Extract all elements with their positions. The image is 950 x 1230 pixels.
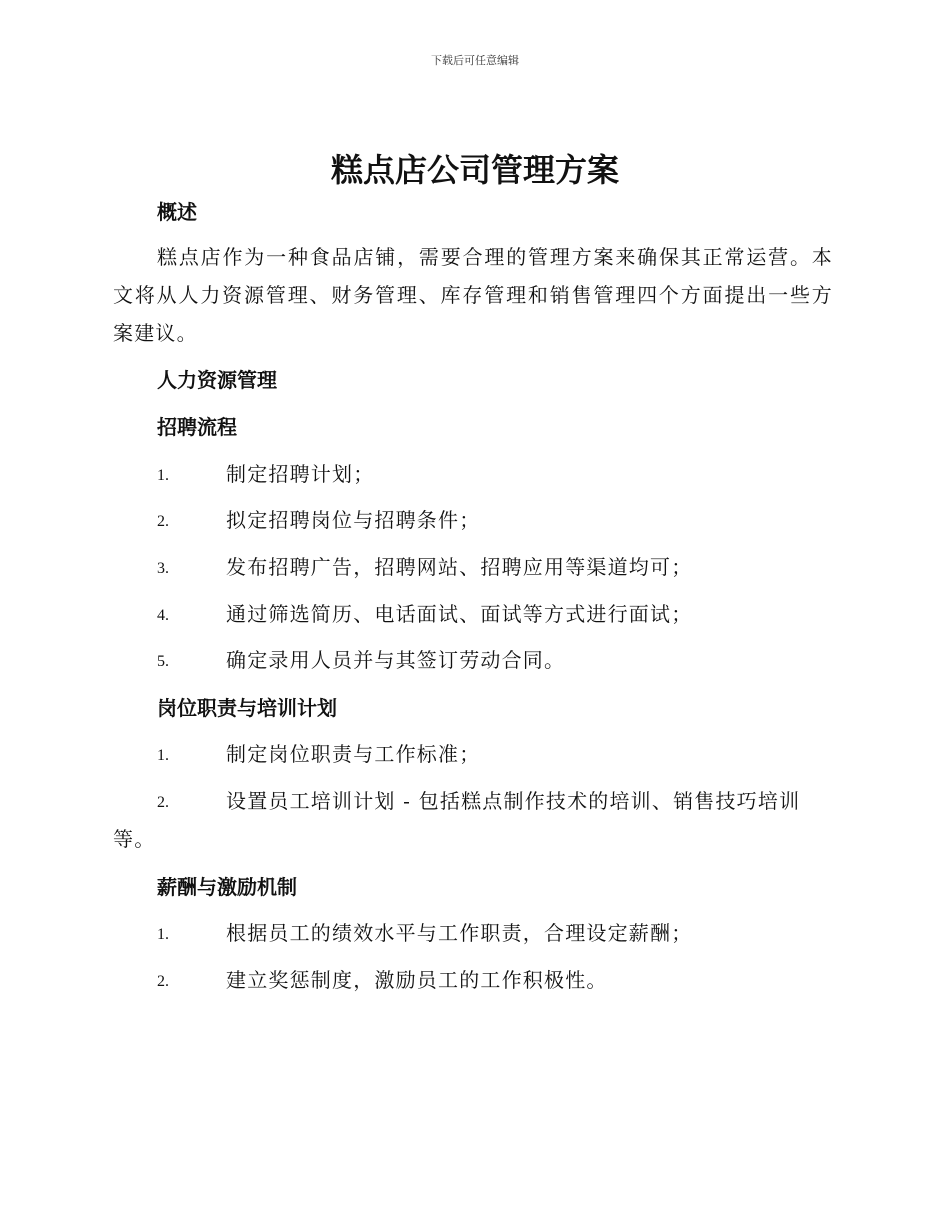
section-heading-duties: 岗位职责与培训计划 — [157, 696, 337, 720]
list-item — [113, 961, 833, 999]
list-item-text: 拟定招聘岗位与招聘条件； — [226, 508, 481, 532]
list-item-text: 确定录用人员并与其签订劳动合同。 — [226, 648, 566, 672]
section-heading-overview: 概述 — [157, 200, 197, 224]
list-number: 1. — [157, 467, 169, 484]
list-number: 1. — [157, 926, 169, 943]
list-number: 3. — [157, 560, 169, 577]
list-item-text: 建立奖惩制度，激励员工的工作积极性。 — [226, 968, 608, 992]
list-number: 1. — [157, 747, 169, 764]
list-number: 2. — [157, 513, 169, 530]
document-title: 糕点店公司管理方案 — [330, 151, 619, 189]
list-item — [113, 641, 833, 679]
list-item — [113, 782, 833, 858]
list-item — [113, 595, 833, 633]
list-item-text: 设置员工培训计划 - 包括糕点制作技术的培训、销售技巧培训等。 — [113, 789, 801, 851]
list-item — [113, 914, 833, 952]
section-heading-compensation: 薪酬与激励机制 — [157, 875, 297, 899]
list-item — [113, 455, 833, 493]
list-item — [113, 735, 833, 773]
page-header-note: 下载后可任意编辑 — [431, 54, 519, 67]
list-number: 4. — [157, 607, 169, 624]
list-number: 5. — [157, 653, 169, 670]
section-heading-recruitment: 招聘流程 — [157, 415, 237, 439]
list-item — [113, 501, 833, 539]
list-number: 2. — [157, 794, 169, 811]
overview-paragraph: 糕点店作为一种食品店铺，需要合理的管理方案来确保其正常运营。本文将从人力资源管理、财务管理、库存管理和销售管理四个方面提出一些方案建议。 — [113, 245, 833, 345]
list-item-text: 制定招聘计划； — [226, 462, 375, 486]
list-item-text: 发布招聘广告，招聘网站、招聘应用等渠道均可； — [226, 555, 693, 579]
list-item — [113, 548, 833, 586]
list-item-text: 制定岗位职责与工作标准； — [226, 742, 481, 766]
list-item-text: 通过筛选简历、电话面试、面试等方式进行面试； — [226, 602, 693, 626]
list-number: 2. — [157, 973, 169, 990]
section-heading-hr: 人力资源管理 — [157, 368, 277, 392]
list-item-text: 根据员工的绩效水平与工作职责，合理设定薪酬； — [226, 921, 693, 945]
